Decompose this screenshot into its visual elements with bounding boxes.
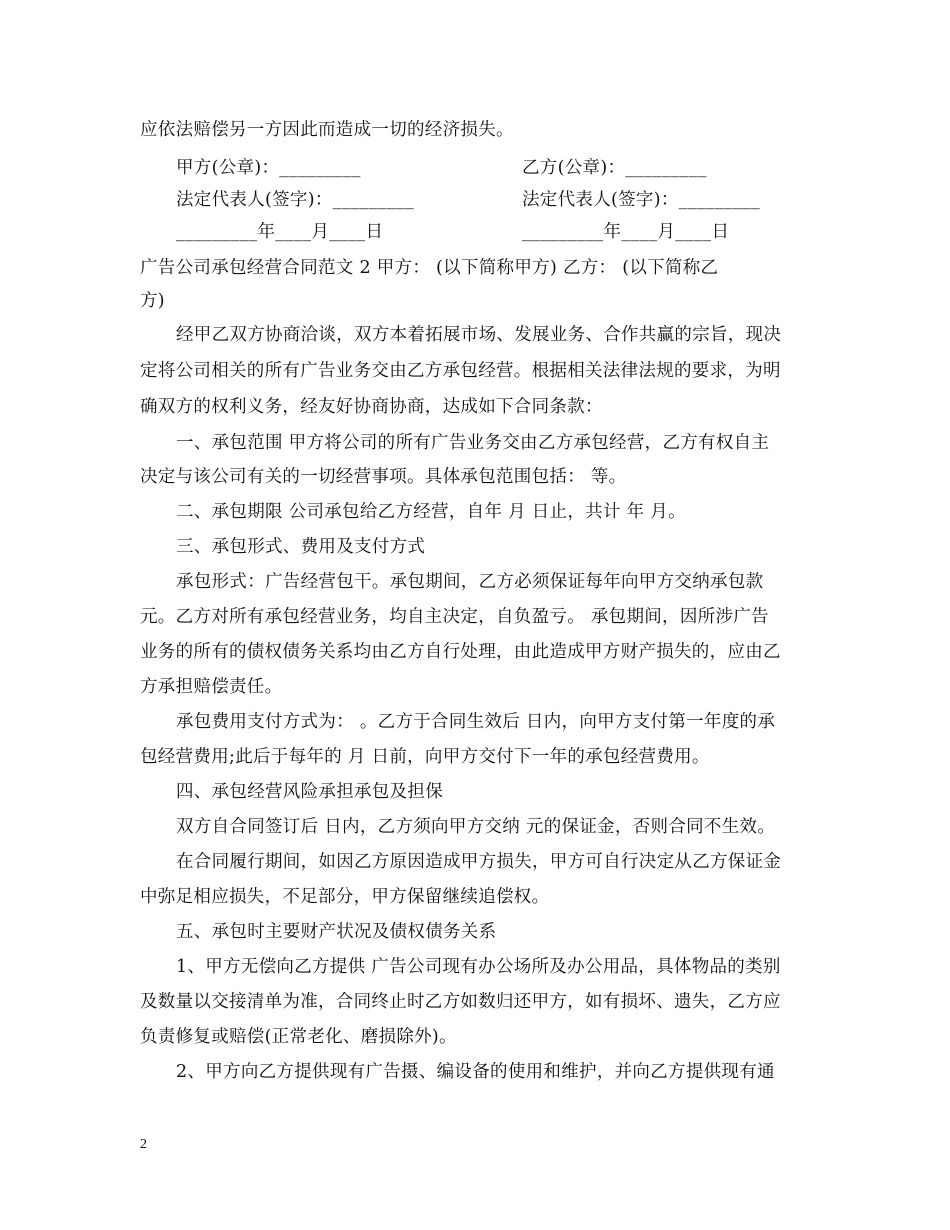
paragraph-line: 定将公司相关的所有广告业务交由乙方承包经营。根据相关法律法规的要求，为明 <box>140 361 781 381</box>
section-five: 五、承包时主要财产状况及债权债务关系 <box>176 922 497 942</box>
party-a-seal: 甲方(公章)：_________ <box>176 158 361 178</box>
paragraph-line: 元。乙方对所有承包经营业务，均自主决定，自负盈亏。 承包期间，因所涉广告 <box>140 607 769 627</box>
section-one: 一、承包范围 甲方将公司的所有广告业务交由乙方承包经营，乙方有权自主 <box>176 433 770 453</box>
section-three: 三、承包形式、费用及支付方式 <box>176 537 426 557</box>
paragraph-line: 业务的所有的债权债务关系均由乙方自行处理，由此造成甲方财产损失的，应由乙 <box>140 642 781 662</box>
paragraph-line: 承包费用支付方式为： 。乙方于合同生效后 日内，向甲方支付第一年度的承 <box>176 712 776 732</box>
section-four: 四、承包经营风险承担承包及担保 <box>176 782 443 802</box>
party-b-seal: 乙方(公章)：_________ <box>522 158 707 178</box>
paragraph-line: 方承担赔偿责任。 <box>140 677 283 697</box>
party-a-date: _________年____月____日 <box>176 222 384 242</box>
paragraph-line: 应依法赔偿另一方因此而造成一切的经济损失。 <box>140 120 514 140</box>
party-a-representative: 法定代表人(签字)：_________ <box>176 190 415 210</box>
paragraph-line: 经甲乙双方协商洽谈，双方本着拓展市场、发展业务、合作共赢的宗旨，现决 <box>176 325 782 345</box>
paragraph-line: 确双方的权利义务，经友好协商协商，达成如下合同条款： <box>140 397 603 417</box>
contract-heading-continued: 方) <box>140 291 165 311</box>
paragraph-line: 及数量以交接清单为准，合同终止时乙方如数归还甲方，如有损坏、遗失，乙方应 <box>140 992 781 1012</box>
paragraph-line: 包经营费用;此后于每年的 月 日前，向甲方交付下一年的承包经营费用。 <box>140 747 710 767</box>
page-number: 2 <box>140 1137 147 1152</box>
paragraph-line: 中弥足相应损失，不足部分，甲方保留继续追偿权。 <box>140 887 550 907</box>
paragraph-line: 2、甲方向乙方提供现有广告摄、编设备的使用和维护，并向乙方提供现有通 <box>176 1062 775 1082</box>
paragraph-line: 在合同履行期间，如因乙方原因造成甲方损失，甲方可自行决定从乙方保证金 <box>176 852 782 872</box>
paragraph-line: 1、甲方无偿向乙方提供 广告公司现有办公场所及办公用品，具体物品的类别 <box>176 957 781 977</box>
paragraph-line: 决定与该公司有关的一切经营事项。具体承包范围包括： 等。 <box>140 467 627 487</box>
paragraph-line: 负责修复或赔偿(正常老化、磨损除外)。 <box>140 1027 457 1047</box>
party-b-date: _________年____月____日 <box>522 222 730 242</box>
party-b-representative: 法定代表人(签字)：_________ <box>522 190 761 210</box>
contract-heading: 广告公司承包经营合同范文 2 甲方： (以下简称甲方) 乙方： (以下简称乙 <box>140 258 719 278</box>
section-two: 二、承包期限 公司承包给乙方经营，自年 月 日止，共计 年 月。 <box>176 502 686 522</box>
paragraph-line: 双方自合同签订后 日内，乙方须向甲方交纳 元的保证金，否则合同不生效。 <box>176 817 776 837</box>
paragraph-line: 承包形式：广告经营包干。承包期间，乙方必须保证每年向甲方交纳承包款 <box>176 572 764 592</box>
